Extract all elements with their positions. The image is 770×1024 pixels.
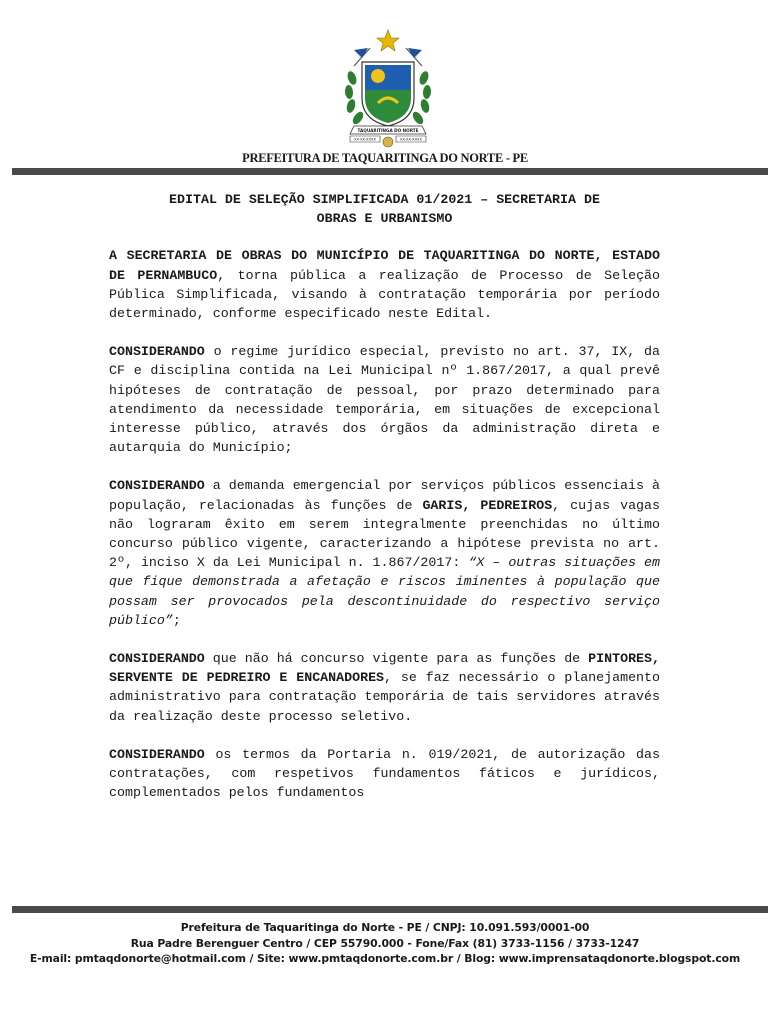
considerando-4-label: CONSIDERANDO — [109, 746, 205, 762]
paragraph-considerando-1 — [109, 342, 660, 457]
paragraph-intro — [109, 246, 660, 323]
considerando-2-roles: GARIS, PEDREIROS — [422, 497, 553, 513]
considerando-2-text-c: , cujas vagas não lograram êxito em serem integralmente preenchidas no último concurso público vigente, caracterizando a hipótese prevista no art. 2º, inciso X da Lei Municipal n. 1.867/2017: — [109, 497, 660, 571]
paragraph-considerando-4 — [109, 745, 660, 803]
considerando-3-text-c: , se faz necessário o planejamento administrativo para contratação temporária de tais servidores através da realização deste processo seletivo. — [109, 670, 660, 724]
paragraph-considerando-2 — [109, 476, 660, 630]
crest-star-icon — [377, 30, 399, 51]
document-body — [109, 190, 660, 821]
considerando-4-text: os termos da Portaria n. 019/2021, de autorização das contratações, com respetivos fundamentos fáticos e jurídicos, complementados pelos fundamentos — [109, 746, 660, 801]
footer-divider — [12, 906, 768, 913]
considerando-1-label: CONSIDERANDO — [109, 344, 205, 360]
footer-line-3: E-mail: pmtaqdonorte@hotmail.com / Site: www.pmtaqdonorte.com.br / Blog: www.imprensataqdonorte.blogspot.com — [29, 952, 741, 965]
crest-date-left: XX·XX·XXXX — [354, 137, 376, 142]
considerando-2-text-a: a demanda emergencial por serviços públicos essenciais à população, relacionadas às funções de — [109, 478, 660, 513]
considerando-3-roles: PINTORES, SERVENTE DE PEDREIRO E ENCANADORES — [109, 651, 660, 686]
considerando-2-quote: “X – outras situações em que fique demonstrada a afetação e riscos iminentes à população que possam ser provocados pela descontinuidade do respectivo serviço público” — [109, 555, 661, 628]
document-title — [109, 190, 660, 228]
crest-date-right: XX·XX·XXXX — [400, 137, 422, 142]
crest-ribbon — [350, 126, 426, 147]
crest-shield — [362, 62, 414, 126]
considerando-1-text: o regime jurídico especial, previsto no art. 37, IX, da CF e disciplina contida na Lei Municipal nº 1.867/2017, a qual prevê hipóteses de contratação de pessoal, por prazo determinado para atendimento da necessidade temporária, em situações de excepcional interesse público, através dos órgãos da administração direta e autarquia do Município; — [109, 344, 660, 456]
footer-line-2: Rua Padre Berenguer Centro / CEP 55790.000 - Fone/Fax (81) 3733-1156 / 3733-1247 — [130, 937, 640, 950]
considerando-2-label: CONSIDERANDO — [109, 478, 205, 494]
considerando-3-label: CONSIDERANDO — [109, 651, 205, 667]
crest-ribbon-text: TAQUARITINGA DO NORTE — [357, 128, 419, 133]
document-title-line1: EDITAL DE SELEÇÃO SIMPLIFICADA 01/2021 – SECRETARIA DE — [169, 192, 600, 207]
considerando-2-text-e: ; — [172, 612, 181, 628]
intro-text: , torna pública a realização de Processo de Seleção Pública Simplificada, visando à contratação temporária por período determinado, conforme especificado neste Edital. — [109, 267, 661, 322]
intro-bold: A SECRETARIA DE OBRAS DO MUNICÍPIO DE TAQUARITINGA DO NORTE, ESTADO DE PERNAMBUCO — [109, 248, 660, 283]
document-title-line2: OBRAS E URBANISMO — [316, 211, 453, 227]
page-header-title: PREFEITURA DE TAQUARITINGA DO NORTE - PE — [242, 151, 528, 165]
municipal-coat-of-arms — [340, 28, 436, 152]
header-divider — [12, 168, 768, 175]
footer-line-1: Prefeitura de Taquaritinga do Norte - PE / CNPJ: 10.091.593/0001-00 — [180, 921, 590, 934]
considerando-3-text-a: que não há concurso vigente para as funções de — [204, 651, 589, 667]
paragraph-considerando-3 — [109, 649, 660, 726]
